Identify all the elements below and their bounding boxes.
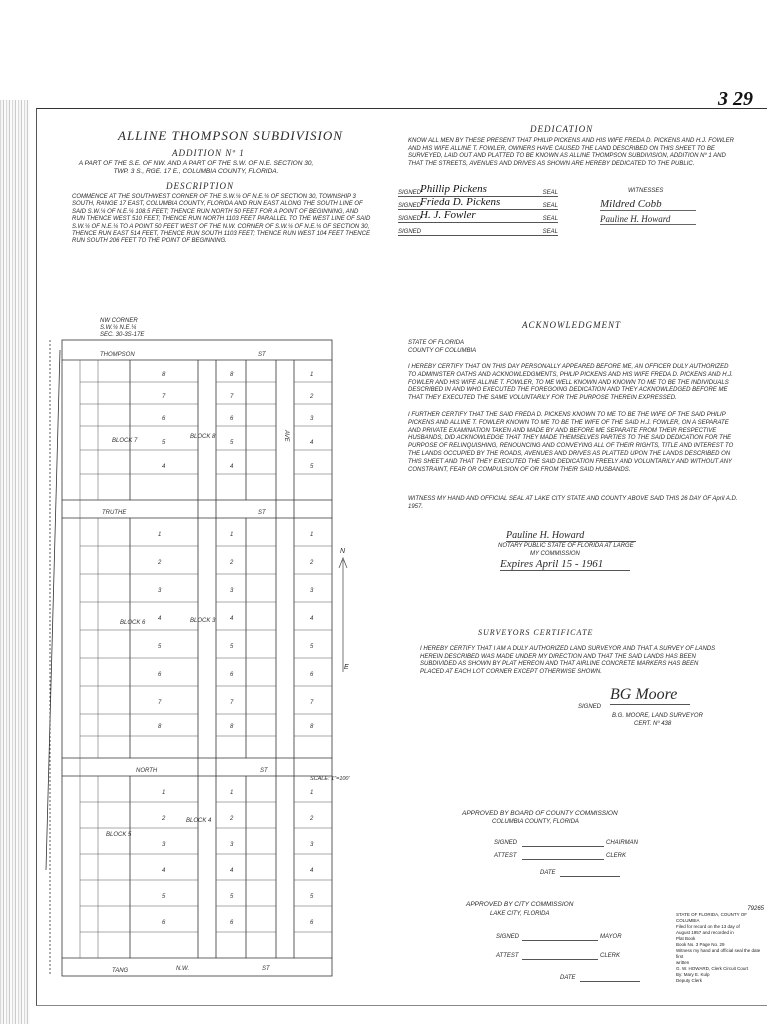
board-line-2: COLUMBIA COUNTY, FLORIDA bbox=[492, 819, 579, 825]
north-arrow-icon bbox=[330, 556, 360, 676]
street-label: ST bbox=[260, 768, 268, 774]
city-date-label: DATE bbox=[560, 975, 576, 981]
board-attest-line bbox=[522, 859, 604, 860]
city-attest-label: ATTEST bbox=[496, 953, 519, 959]
street-label: ST bbox=[258, 352, 266, 358]
svg-text:5: 5 bbox=[158, 644, 162, 650]
svg-text:6: 6 bbox=[162, 416, 166, 422]
city-mayor-label: MAYOR bbox=[600, 934, 622, 940]
owner-signatures bbox=[398, 183, 558, 238]
svg-text:3: 3 bbox=[310, 842, 314, 848]
seal-label: SEAL bbox=[542, 216, 558, 222]
stamp-line: Deputy Clerk bbox=[676, 978, 703, 983]
acknowledgment-heading: ACKNOWLEDGMENT bbox=[522, 320, 622, 330]
street-label: NORTH bbox=[136, 768, 158, 774]
street-label: TRUTHE bbox=[102, 510, 127, 516]
svg-text:4: 4 bbox=[158, 616, 162, 622]
sheet-number: 3 29 bbox=[718, 88, 753, 110]
block-label: BLOCK 8 bbox=[190, 434, 216, 440]
ack-state: STATE OF FLORIDA bbox=[408, 340, 465, 346]
west-diagonal-line bbox=[46, 350, 60, 870]
witness-signature-1: Mildred Cobb bbox=[600, 198, 696, 211]
svg-text:8: 8 bbox=[158, 724, 162, 730]
east-arrow-label: E bbox=[344, 664, 349, 671]
surveyor-signed-label: SIGNED bbox=[578, 704, 602, 710]
description-heading: DESCRIPTION bbox=[166, 181, 234, 191]
page-title: ALLINE THOMPSON SUBDIVISION bbox=[118, 128, 343, 143]
ack-text-3: WITNESS MY HAND AND OFFICIAL SEAL AT LAKE CITY STATE AND COUNTY ABOVE SAID THIS 26 DAY OF April A.D. 1957. bbox=[408, 496, 738, 510]
city-date-line bbox=[580, 981, 640, 982]
city-line-1: APPROVED BY CITY COMMISSION bbox=[466, 901, 574, 908]
ack-text-1: I HEREBY CERTIFY THAT ON THIS DAY PERSONALLY APPEARED BEFORE ME, AN OFFICER DULY AUTHORIZED TO ADMINISTER OATHS AND ACKNOWLEDGMENTS, PHILIP PICKENS AND HIS WIFE FREDA D. PICKENS AND H.J. FOWLER AND HIS WIFE ALLINE T. FOWLER, TO ME WELL KNOWN AND KNOWN TO ME TO BE THE INDIVIDUALS DESCRIBED IN AND WHO EXECUTED THE FOREGOING DEDICATION AND THEY ACKNOWLEDGED BEFORE ME THAT THEY EXECUTED THE SAME VOLUNTARILY FOR THE PURPOSE THEREIN EXPRESSED. bbox=[408, 364, 733, 402]
svg-text:5: 5 bbox=[310, 464, 314, 470]
block-label: BLOCK 4 bbox=[186, 818, 212, 824]
svg-text:4: 4 bbox=[310, 616, 314, 622]
board-chairman-label: CHAIRMAN bbox=[606, 840, 639, 846]
svg-text:4: 4 bbox=[230, 616, 234, 622]
svg-text:2: 2 bbox=[310, 394, 314, 400]
svg-text:5: 5 bbox=[162, 894, 166, 900]
svg-text:5: 5 bbox=[230, 894, 234, 900]
seal-label: SEAL bbox=[542, 229, 558, 235]
stamp-number: 79265 bbox=[747, 906, 764, 912]
svg-text:4: 4 bbox=[162, 464, 166, 470]
witnesses-label: WITNESSES bbox=[628, 188, 664, 194]
surveyor-cert: CERT. Nº 438 bbox=[634, 721, 672, 727]
signed-label: SIGNED bbox=[398, 203, 422, 209]
svg-text:7: 7 bbox=[158, 700, 162, 706]
svg-text:3: 3 bbox=[162, 842, 166, 848]
board-line-1: APPROVED BY BOARD OF COUNTY COMMISSION bbox=[462, 810, 618, 817]
signed-label: SIGNED bbox=[398, 216, 422, 222]
ack-county: COUNTY OF COLUMBIA bbox=[408, 348, 477, 354]
svg-text:8: 8 bbox=[230, 372, 234, 378]
block-label: BLOCK 6 bbox=[120, 620, 146, 626]
signature-ink: H. J. Fowler bbox=[420, 209, 476, 221]
svg-text:6: 6 bbox=[310, 920, 314, 926]
surveyor-text: I HEREBY CERTIFY THAT I AM A DULY AUTHORIZED LAND SURVEYOR AND THAT A SURVEY OF LANDS HEREIN DESCRIBED WAS MADE UNDER MY DIRECTION AND THAT THE SAID LANDS HAS BEEN SUBDIVIDED AS SHOWN BY PLAT HEREON AND THAT AIRLINE CONCRETE MARKERS HAS BEEN PLACED AT EACH LOT CORNER EXCEPT OTHERWISE SHOWN. bbox=[420, 646, 716, 675]
corner-note-line: SEC. 30-3S-17E bbox=[100, 332, 145, 338]
part-of-line-2: TWP. 3 S., RGE. 17 E., COLUMBIA COUNTY, FLORIDA. bbox=[113, 168, 279, 175]
svg-text:4: 4 bbox=[162, 868, 166, 874]
svg-text:2: 2 bbox=[310, 816, 314, 822]
scale-label: SCALE: 1"=100' bbox=[310, 776, 350, 782]
part-of-line-1: A PART OF THE S.E. OF NW. AND A PART OF THE S.W. OF N.E. SECTION 30, bbox=[78, 160, 314, 167]
corner-note-line: S.W.¼ N.E.¼ bbox=[100, 325, 137, 331]
svg-text:1: 1 bbox=[230, 532, 234, 538]
svg-text:4: 4 bbox=[310, 440, 314, 446]
seal-label: SEAL bbox=[542, 190, 558, 196]
street-label: N.W. bbox=[176, 966, 190, 972]
svg-text:1: 1 bbox=[310, 532, 314, 538]
svg-text:3: 3 bbox=[230, 842, 234, 848]
svg-text:6: 6 bbox=[162, 920, 166, 926]
stamp-line: Filed for record on the 13 day of bbox=[676, 924, 740, 929]
svg-text:1: 1 bbox=[162, 790, 166, 796]
surveyor-signature: BG Moore bbox=[610, 686, 690, 705]
svg-text:5: 5 bbox=[230, 440, 234, 446]
city-clerk-label: CLERK bbox=[600, 953, 621, 959]
street-label: ST bbox=[262, 966, 270, 972]
plat-map bbox=[40, 310, 340, 982]
svg-text:2: 2 bbox=[230, 560, 234, 566]
board-date-line bbox=[560, 876, 620, 877]
signature-ink: Phillip Pickens bbox=[420, 183, 487, 195]
board-attest-label: ATTEST bbox=[494, 853, 517, 859]
svg-text:4: 4 bbox=[230, 464, 234, 470]
svg-text:8: 8 bbox=[230, 724, 234, 730]
ack-text-2: I FURTHER CERTIFY THAT THE SAID FREDA D. PICKENS KNOWN TO ME TO BE THE WIFE OF THE SAID PHILIP PICKENS AND ALLINE T. FOWLER KNOWN TO ME TO BE THE WIFE OF THE SAID H.J. FOWLER, ON A SEPARATE AND PRIVATE EXAMINATION TAKEN AND MADE BY AND BEFORE ME SEPARATE FROM THEIR RESPECTIVE HUSBANDS, DID ACKNOWLEDGE THAT THEY MADE THEMSELVES PARTIES TO THE SAID DEDICATION FOR THE PURPOSE OF RELINQUISHING, RENOUNCING AND CONVEYING ALL OF THEIR RIGHTS, TITLE AND INTEREST TO THE LANDS OCCUPIED BY THE ROADS, AVENUES AND DRIVES AS PLATTED UPON THE LANDS DESCRIBED ON THIS SHEET AND THAT THEY EXECUTED THE SAID DEDICATION FREELY AND VOLUNTARILY AND WITHOUT ANY CONSTRAINT, FEAR OR COMPULSION OF OR FROM THEIR SAID HUSBANDS. bbox=[408, 412, 734, 473]
block-label: BLOCK 3 bbox=[190, 618, 216, 624]
stamp-line: By: Mary E. Kulp bbox=[676, 972, 710, 977]
stamp-line: written bbox=[676, 960, 690, 965]
svg-text:8: 8 bbox=[310, 724, 314, 730]
svg-text:8: 8 bbox=[162, 372, 166, 378]
avenue-label: AVE bbox=[283, 430, 289, 442]
svg-text:5: 5 bbox=[162, 440, 166, 446]
seal-label: SEAL bbox=[542, 203, 558, 209]
svg-text:7: 7 bbox=[230, 394, 234, 400]
svg-text:3: 3 bbox=[310, 588, 314, 594]
svg-text:3: 3 bbox=[310, 416, 314, 422]
svg-text:7: 7 bbox=[230, 700, 234, 706]
signed-label: SIGNED bbox=[398, 190, 422, 196]
street-label: TANG bbox=[112, 968, 129, 974]
svg-text:1: 1 bbox=[230, 790, 234, 796]
svg-text:2: 2 bbox=[158, 560, 162, 566]
scan-edge-shadow bbox=[0, 100, 30, 1024]
svg-text:5: 5 bbox=[230, 644, 234, 650]
corner-note-line: NW CORNER bbox=[100, 318, 138, 324]
svg-text:2: 2 bbox=[310, 560, 314, 566]
surveyor-name: B.G. MOORE, LAND SURVEYOR bbox=[612, 713, 703, 719]
city-signed-line bbox=[522, 940, 598, 941]
signature-row bbox=[398, 209, 558, 223]
svg-text:2: 2 bbox=[230, 816, 234, 822]
north-arrow-label: N bbox=[340, 548, 346, 555]
description-text: COMMENCE AT THE SOUTHWEST CORNER OF THE S.W.¼ OF N.E.¼ OF SECTION 30, TOWNSHIP 3 SOUTH, RANGE 17 EAST, COLUMBIA COUNTY, FLORIDA AND RUN EAST ALONG THE SOUTH LINE OF SAID S.W.¼ OF N.E.¼ 108.5 FEET; THENCE RUN NORTH 50 FEET FOR A POINT OF BEGINNING, AND RUN THENCE WEST 510 FEET; THENCE RUN NORTH 1103 FEET PARALLEL TO THE WEST LINE OF SAID S.W.¼ OF N.E.¼ TO A POINT 50 FEET WEST OF THE N.W. CORNER OF S.W.¼ OF N.E.¼ OF SECTION 30, THENCE RUN EAST 514 FEET, THENCE RUN SOUTH 1103 FEET; THENCE RUN WEST 104 FEET THENCE RUN SOUTH 206 FEET TO THE POINT OF BEGINNING. bbox=[72, 194, 371, 245]
commission-expires: Expires April 15 - 1961 bbox=[500, 558, 630, 571]
stamp-line: STATE OF FLORIDA, COUNTY OF COLUMBIA bbox=[676, 912, 748, 923]
dedication-text: KNOW ALL MEN BY THESE PRESENT THAT PHILIP PICKENS AND HIS WIFE FREDA D. PICKENS AND H.J. FOWLER AND HIS WIFE ALLINE T. FOWLER, OWNERS HAVE CAUSED THE LAND DESCRIBED ON THIS SHEET TO BE SURVEYED, LAID OUT AND PLATTED TO BE KNOWN AS ALLINE THOMPSON SUBDIVISION, ADDITION Nº 1 AND THAT THE STREETS, AVENUES AND DRIVES AS SHOWN ARE HEREBY DEDICATED TO THE PUBLIC. bbox=[408, 138, 734, 167]
svg-text:6: 6 bbox=[230, 672, 234, 678]
board-clerk-label: CLERK bbox=[606, 853, 627, 859]
signature-row bbox=[398, 225, 558, 236]
svg-text:3: 3 bbox=[158, 588, 162, 594]
svg-text:1: 1 bbox=[310, 372, 314, 378]
svg-text:4: 4 bbox=[310, 868, 314, 874]
part-of-description bbox=[76, 160, 316, 176]
svg-text:6: 6 bbox=[158, 672, 162, 678]
board-date-label: DATE bbox=[540, 870, 556, 876]
svg-text:7: 7 bbox=[162, 394, 166, 400]
svg-text:6: 6 bbox=[310, 672, 314, 678]
svg-text:6: 6 bbox=[230, 920, 234, 926]
board-signed-label: SIGNED bbox=[494, 840, 518, 846]
city-attest-line bbox=[522, 959, 598, 960]
svg-text:5: 5 bbox=[310, 894, 314, 900]
stamp-line: G. W. HOWARD, Clerk Circuit Court bbox=[676, 966, 749, 971]
stamp-line: August 1957 and recorded in bbox=[676, 930, 734, 935]
addition-label: ADDITION Nº 1 bbox=[172, 148, 245, 158]
city-signed-label: SIGNED bbox=[496, 934, 520, 940]
witness-signature-2: Pauline H. Howard bbox=[600, 214, 696, 225]
stamp-line: Witness my hand and official seal the date first bbox=[676, 948, 761, 959]
svg-text:6: 6 bbox=[230, 416, 234, 422]
svg-text:4: 4 bbox=[230, 868, 234, 874]
recording-stamp bbox=[676, 906, 764, 984]
signed-label: SIGNED bbox=[398, 229, 422, 235]
notary-title: NOTARY PUBLIC STATE OF FLORIDA AT LARGE bbox=[498, 543, 634, 549]
notary-signature: Pauline H. Howard bbox=[506, 530, 636, 542]
svg-text:2: 2 bbox=[162, 816, 166, 822]
stamp-line: Book No. 3 Page No. 29 bbox=[676, 942, 725, 947]
signature-ink: Frieda D. Pickens bbox=[420, 196, 501, 208]
svg-text:1: 1 bbox=[158, 532, 162, 538]
svg-text:7: 7 bbox=[310, 700, 314, 706]
block-label: BLOCK 5 bbox=[106, 832, 132, 838]
dedication-heading: DEDICATION bbox=[530, 124, 594, 134]
board-signed-line bbox=[522, 846, 604, 847]
city-line-2: LAKE CITY, FLORIDA bbox=[490, 911, 550, 917]
street-label: THOMPSON bbox=[100, 352, 135, 358]
notary-commission: MY COMMISSION bbox=[530, 551, 580, 557]
svg-text:3: 3 bbox=[230, 588, 234, 594]
stamp-line: Plat Book bbox=[676, 936, 696, 941]
svg-text:5: 5 bbox=[310, 644, 314, 650]
block-label: BLOCK 7 bbox=[112, 438, 138, 444]
street-label: ST bbox=[258, 510, 266, 516]
surveyor-heading: SURVEYORS CERTIFICATE bbox=[478, 628, 594, 637]
svg-text:1: 1 bbox=[310, 790, 314, 796]
